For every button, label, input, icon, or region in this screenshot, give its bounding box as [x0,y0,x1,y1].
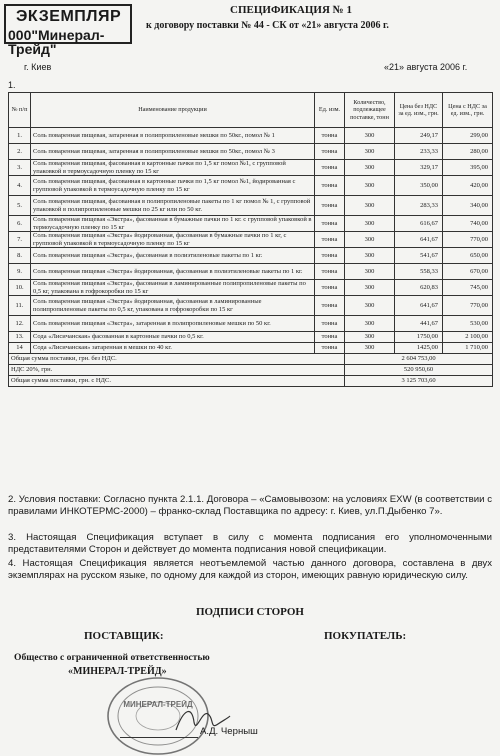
row-price: 441,67 [395,316,443,332]
row-price: 249,17 [395,128,443,144]
table-row [9,216,493,232]
row-name: Соль поваренная пищевая «Экстра», фасованная в бумажные пачки по 1 кг. с групповой упаковкой в термоусадочную пленку по 15 кг [31,216,315,232]
row-price-vat: 420,00 [443,176,493,196]
total-row [9,354,493,365]
total-value: 520 950,60 [345,365,493,376]
total-label: Общая сумма поставки, грн. без НДС. [9,354,345,365]
row-name: Соль поваренная пищевая «Экстра», фасованная в ламинированные полипропиленовые пакеты по 0,5 кг, упакована в гофрокоробки по 15 кг [31,280,315,296]
table-row [9,128,493,144]
row-unit: тонна [315,343,345,354]
row-price: 233,33 [395,144,443,160]
row-price-vat: 1 710,00 [443,343,493,354]
document-title: СПЕЦИФИКАЦИЯ № 1 [230,4,352,16]
row-unit: тонна [315,216,345,232]
row-price-vat: 770,00 [443,296,493,316]
row-qty: 300 [345,280,395,296]
row-no: 10. [9,280,31,296]
document-subtitle: к договору поставки № 44 - СК от «21» августа 2006 г. [146,20,389,31]
col-header-no: № п/п [9,93,31,128]
table-row [9,264,493,280]
row-qty: 300 [345,332,395,343]
row-price-vat: 2 100,00 [443,332,493,343]
table-row [9,296,493,316]
copy-stamp-line2: 000"Минерал-Трейд" [8,27,105,57]
supplier-org-name: «МИНЕРАЛ-ТРЕЙД» [68,666,167,677]
row-qty: 300 [345,316,395,332]
col-header-price-no-vat: Цена без НДС за ед. изм., грн. [395,93,443,128]
row-price-vat: 395,00 [443,160,493,176]
row-name: Соль поваренная пищевая «Экстра» йодированная, фасованная в бумажные пачки по 1 кг, с групповой упаковкой в термоусадочную пленку по 15 кг [31,232,315,248]
row-price-vat: 280,00 [443,144,493,160]
col-header-price-vat: Цена с НДС за ед. изм., грн. [443,93,493,128]
row-price-vat: 530,00 [443,316,493,332]
copy-stamp [4,4,132,57]
row-name: Соль поваренная пищевая «Экстра» йодированная, фасованная в ламинированные полипропиленовые пакеты по 0,5 кг, упакована в гофрокоробки по 15 кг [31,296,315,316]
row-name: Соль поваренная пищевая «Экстра» йодированная, фасованная в полиэтиленовые пакеты по 1 кг. [31,264,315,280]
row-qty: 300 [345,196,395,216]
row-no: 13. [9,332,31,343]
row-qty: 300 [345,176,395,196]
row-no: 8. [9,248,31,264]
total-value: 3 125 703,60 [345,376,493,387]
row-price-vat: 740,00 [443,216,493,232]
row-unit: тонна [315,332,345,343]
row-unit: тонна [315,296,345,316]
row-price-vat: 340,00 [443,196,493,216]
col-header-name: Наименование продукции [31,93,315,128]
row-price-vat: 650,00 [443,248,493,264]
table-row [9,316,493,332]
total-label: НДС 20%, грн. [9,365,345,376]
signature-line [120,737,198,738]
row-price: 329,17 [395,160,443,176]
row-no: 1. [9,128,31,144]
supplier-label: ПОСТАВЩИК: [84,630,164,642]
buyer-label: ПОКУПАТЕЛЬ: [324,630,407,642]
row-price: 350,00 [395,176,443,196]
row-qty: 300 [345,264,395,280]
row-unit: тонна [315,264,345,280]
document-date: «21» августа 2006 г. [384,62,468,72]
row-no: 9. [9,264,31,280]
row-name: Соль поваренная пищевая, фасованная в картонные пачки по 1,5 кг помол №1, с групповой упаковкой в термоусадочную пленку по 15 кг [31,160,315,176]
row-price: 283,33 [395,196,443,216]
row-price: 541,67 [395,248,443,264]
row-price: 1750,00 [395,332,443,343]
row-no: 11. [9,296,31,316]
row-unit: тонна [315,196,345,216]
document-city: г. Киев [24,62,52,72]
table-row [9,248,493,264]
row-name: Соль поваренная пищевая «Экстра», фасованная в полиэтиленовые пакеты по 1 кг. [31,248,315,264]
table-row [9,176,493,196]
row-price-vat: 299,00 [443,128,493,144]
paragraph-integral-part: 4. Настоящая Спецификация является неотъемлемой частью данного договора, составлена в двух экземплярах на русском языке, по одному для каждой из сторон, имеющих равную юридическую силу. [8,558,492,582]
row-price: 620,83 [395,280,443,296]
row-price: 558,33 [395,264,443,280]
row-qty: 300 [345,232,395,248]
row-unit: тонна [315,316,345,332]
table-row [9,332,493,343]
specification-table [8,92,493,387]
table-row [9,343,493,354]
total-value: 2 604 753,00 [345,354,493,365]
row-price: 641,67 [395,232,443,248]
row-no: 2. [9,144,31,160]
row-name: Соль поваренная пищевая, затаренная в полипропиленовые мешки по 50кг., помол № 3 [31,144,315,160]
row-price: 641,67 [395,296,443,316]
row-qty: 300 [345,248,395,264]
row-price: 616,67 [395,216,443,232]
col-header-unit: Ед. изм. [315,93,345,128]
signer-name: А.Д. Черныш [200,726,258,737]
point-1-label: 1. [8,80,16,90]
signatures-title: ПОДПИСИ СТОРОН [196,606,304,618]
row-qty: 300 [345,160,395,176]
row-name: Соль поваренная пищевая, затаренная в полипропиленовые мешки по 50кг., помол № 1 [31,128,315,144]
total-label: Общая сумма поставки, грн. с НДС. [9,376,345,387]
paragraph-effective: 3. Настоящая Спецификация вступает в силу с момента подписания его уполномоченными представителями Сторон и действует до момента подписания новой спецификации. [8,532,492,556]
row-name: Соль поваренная пищевая «Экстра», затаренная в полипропиленовые мешки по 50 кг. [31,316,315,332]
row-no: 14 [9,343,31,354]
row-name: Сода «Лисичанская» затаренная в мешки по 40 кг. [31,343,315,354]
col-header-qty: Количество, подлежащее поставке, тонн [345,93,395,128]
row-unit: тонна [315,248,345,264]
row-no: 4. [9,176,31,196]
table-row [9,160,493,176]
row-no: 3. [9,160,31,176]
table-row [9,144,493,160]
row-unit: тонна [315,128,345,144]
row-no: 5. [9,196,31,216]
row-unit: тонна [315,144,345,160]
row-name: Соль поваренная пищевая, фасованная в картонные пачки по 1,5 кг помол №1, йодированная с групповой упаковкой в термоусадочную пленку по 15 кг [31,176,315,196]
row-unit: тонна [315,160,345,176]
total-row [9,365,493,376]
row-qty: 300 [345,144,395,160]
row-price-vat: 670,00 [443,264,493,280]
table-row [9,196,493,216]
row-no: 12. [9,316,31,332]
row-price: 1425,00 [395,343,443,354]
row-name: Сода «Лисичанская» фасованная в картонные пачки по 0,5 кг. [31,332,315,343]
row-price-vat: 770,00 [443,232,493,248]
copy-stamp-line1: ЭКЗЕМПЛЯР [16,8,122,25]
total-row [9,376,493,387]
row-unit: тонна [315,232,345,248]
row-no: 6. [9,216,31,232]
table-row [9,232,493,248]
seal-text: МИНЕРАЛ-ТРЕЙД [123,700,193,709]
row-unit: тонна [315,176,345,196]
row-name: Соль поваренная пищевая, фасованная в полипропиленовые пакеты по 1 кг помол № 1, с групповой упаковкой в полипропиленовые мешки по 25 кг или по 50 кг. [31,196,315,216]
table-row [9,280,493,296]
row-qty: 300 [345,343,395,354]
paragraph-delivery-terms: 2. Условия поставки: Согласно пункта 2.1.1. Договора – «Самовывозом: на условиях EXW (в соответствии с правилами ИНКОТЕРМС-2000) – франко-склад Поставщика по адресу: г. Киев, ул.П.Дыбенко 7». [8,494,492,518]
row-unit: тонна [315,280,345,296]
row-no: 7. [9,232,31,248]
table-header-row [9,93,493,128]
row-price-vat: 745,00 [443,280,493,296]
row-qty: 300 [345,296,395,316]
row-qty: 300 [345,216,395,232]
row-qty: 300 [345,128,395,144]
supplier-org-type: Общество с ограниченной ответственностью [14,652,210,663]
